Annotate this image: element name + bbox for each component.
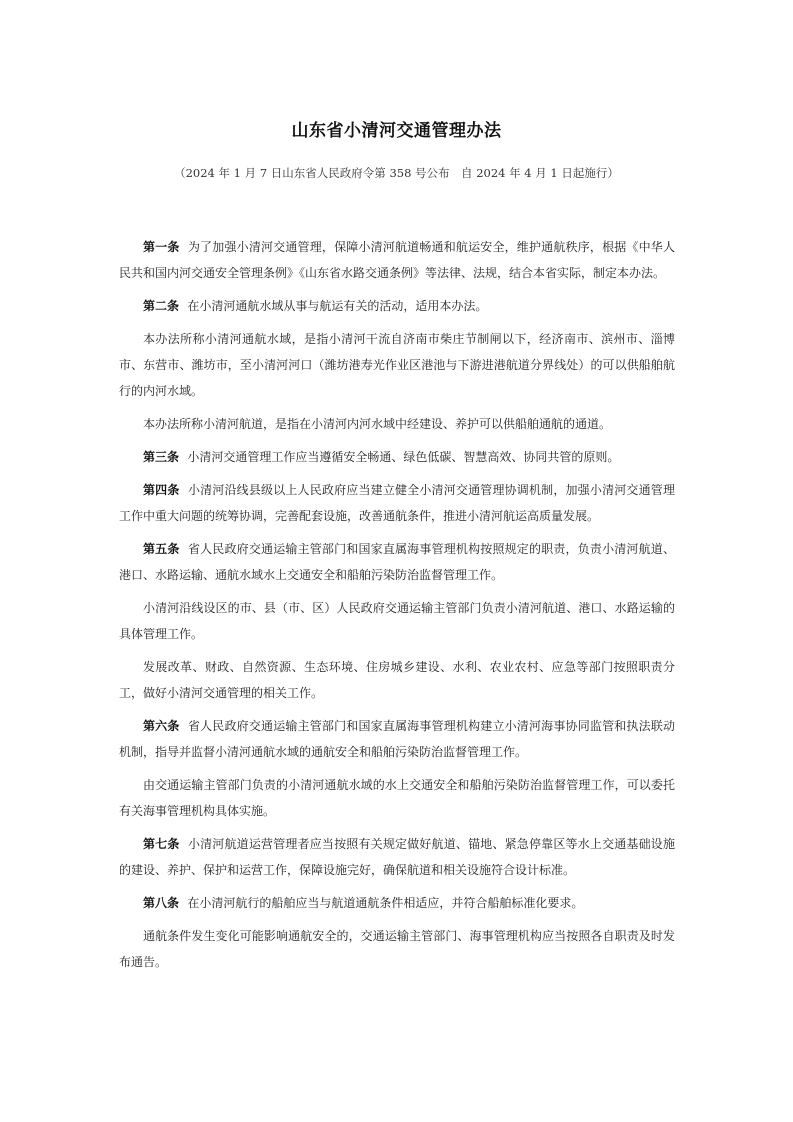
paragraph-text: 通航条件发生变化可能影响通航安全的，交通运输主管部门、海事管理机构应当按照各自职责及时发布通告。 [119, 929, 675, 969]
paragraph-text: 本办法所称小清河通航水域，是指小清河干流自济南市柴庄节制闸以下，经济南市、滨州市、淄博市、东营市、潍坊市，至小清河河口（潍坊港寿光作业区港池与下游进港航道分界线处）的可以供船舶航行的内河水域。 [119, 332, 675, 398]
paragraph-text: 小清河航道运营管理者应当按照有关规定做好航道、锚地、紧急停靠区等水上交通基础设施的建设、养护、保护和运营工作，保障设施完好，确保航道和相关设施符合设计标准。 [119, 837, 675, 877]
article-number: 第四条 [143, 483, 180, 497]
paragraph-text: 小清河沿线县级以上人民政府应当建立健全小清河交通管理协调机制，加强小清河交通管理工作中重大问题的统筹协调，完善配套设施，改善通航条件，推进小清河航运高质量发展。 [119, 483, 675, 523]
paragraph-text: 小清河沿线设区的市、县（市、区）人民政府交通运输主管部门负责小清河航道、港口、水路运输的具体管理工作。 [119, 601, 675, 641]
paragraph-text: 发展改革、财政、自然资源、生态环境、住房城乡建设、水利、农业农村、应急等部门按照职责分工，做好小清河交通管理的相关工作。 [119, 660, 675, 700]
document-body [119, 234, 675, 982]
paragraph-text: 小清河交通管理工作应当遵循安全畅通、绿色低碳、智慧高效、协同共管的原则。 [187, 450, 620, 464]
paragraph-text: 为了加强小清河交通管理，保障小清河航道畅通和航运安全，维护通航秩序，根据《中华人民共和国内河交通安全管理条例》《山东省水路交通条例》等法律、法规，结合本省实际，制定本办法。 [119, 240, 675, 280]
paragraph-text: 省人民政府交通运输主管部门和国家直属海事管理机构按照规定的职责，负责小清河航道、港口、水路运输、通航水域水上交通安全和船舶污染防治监督管理工作。 [119, 542, 675, 582]
paragraph-text: 本办法所称小清河航道，是指在小清河内河水域中经建设、养护可以供船舶通航的通道。 [143, 417, 612, 431]
article-number: 第八条 [143, 896, 180, 910]
document-title: 山东省小清河交通管理办法 [291, 121, 502, 141]
paragraph [119, 477, 675, 529]
paragraph-text: 由交通运输主管部门负责的小清河通航水域的水上交通安全和船舶污染防治监督管理工作，可以委托有关海事管理机构具体实施。 [119, 778, 675, 818]
paragraph-text: 在小清河通航水域从事与航运有关的活动，适用本办法。 [187, 299, 488, 313]
article-number: 第七条 [143, 837, 180, 851]
article-number: 第六条 [143, 719, 180, 733]
paragraph [119, 713, 675, 765]
paragraph [119, 293, 675, 319]
paragraph-text: 省人民政府交通运输主管部门和国家直属海事管理机构建立小清河海事协同监管和执法联动机制，指导并监督小清河通航水域的通航安全和船舶污染防治监督管理工作。 [119, 719, 675, 759]
article-number: 第五条 [143, 542, 180, 556]
paragraph [119, 444, 675, 470]
article-number: 第一条 [143, 240, 180, 254]
paragraph [119, 923, 675, 975]
paragraph [119, 234, 675, 286]
paragraph-text: 在小清河航行的船舶应当与航道通航条件相适应，并符合船舶标准化要求。 [187, 896, 584, 910]
paragraph [119, 654, 675, 706]
paragraph [119, 831, 675, 883]
paragraph [119, 595, 675, 647]
document-subtitle: （2024 年 1 月 7 日山东省人民政府令第 358 号公布 自 2024 年 4 月 1 日起施行） [174, 166, 619, 180]
paragraph [119, 411, 675, 437]
article-number: 第三条 [143, 450, 180, 464]
article-number: 第二条 [143, 299, 180, 313]
paragraph [119, 536, 675, 588]
paragraph [119, 890, 675, 916]
paragraph [119, 772, 675, 824]
paragraph [119, 326, 675, 404]
